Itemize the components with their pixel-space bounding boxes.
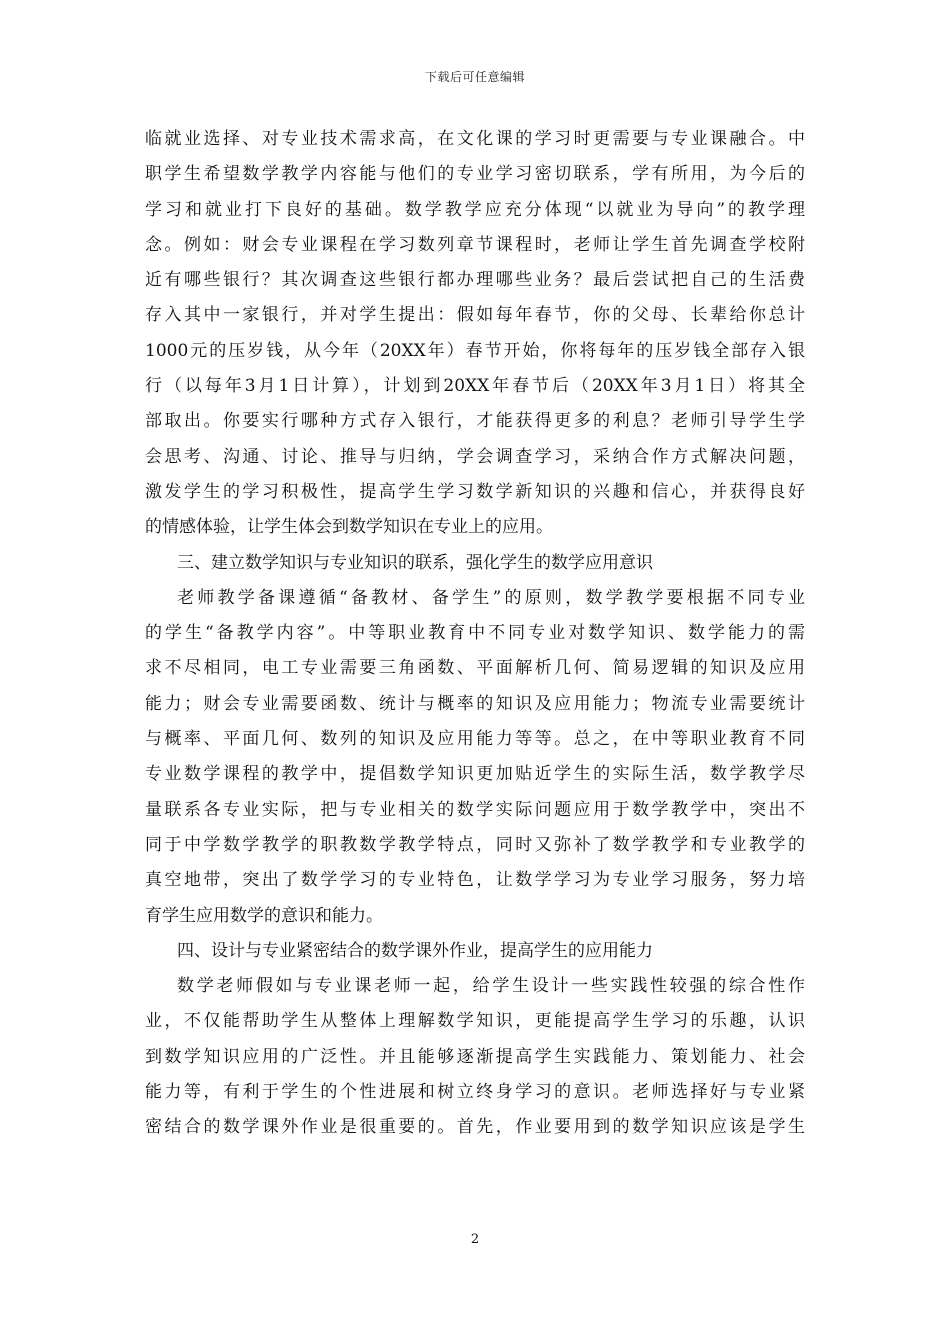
paragraph-line: 同于中学数学教学的职教数学教学特点，同时又弥补了数学教学和专业教学的 (145, 834, 805, 855)
paragraph-line: 行（以每年3月1日计算），计划到20XX年春节后（20XX年3月1日）将其全 (145, 376, 805, 397)
paragraph-line: 1000元的压岁钱，从今年（20XX年）春节开始，你将每年的压岁钱全部存入银 (145, 340, 805, 361)
paragraph-line: 职学生希望数学教学内容能与他们的专业学习密切联系，学有所用，为今后的 (145, 164, 805, 185)
paragraph-line: 念。例如：财会专业课程在学习数列章节课程时，老师让学生首先调查学校附 (145, 234, 805, 255)
document-body (145, 122, 805, 1146)
paragraph-line: 育学生应用数学的意识和能力。 (145, 905, 383, 926)
paragraph-line: 的情感体验，让学生体会到数学知识在专业上的应用。 (145, 517, 553, 538)
paragraph-line: 与概率、平面几何、数列的知识及应用能力等等。总之，在中等职业教育不同 (145, 729, 805, 750)
paragraph-line: 能力；财会专业需要函数、统计与概率的知识及应用能力；物流专业需要统计 (145, 693, 805, 714)
paragraph-line: 到数学知识应用的广泛性。并且能够逐渐提高学生实践能力、策划能力、社会 (145, 1046, 805, 1067)
page-number: 2 (470, 1232, 480, 1247)
paragraph-line: 激发学生的学习积极性，提高学生学习数学新知识的兴趣和信心，并获得良好 (145, 481, 805, 502)
paragraph-line: 存入其中一家银行，并对学生提出：假如每年春节，你的父母、长辈给你总计 (145, 305, 805, 326)
paragraph-line: 密结合的数学课外作业是很重要的。首先，作业要用到的数学知识应该是学生 (145, 1117, 805, 1138)
paragraph-line: 的学生“备教学内容”。中等职业教育中不同专业对数学知识、数学能力的需 (145, 623, 805, 644)
paragraph-line: 近有哪些银行？其次调查这些银行都办理哪些业务？最后尝试把自己的生活费 (145, 270, 805, 291)
paragraph-line: 老师教学备课遵循“备教材、备学生”的原则，数学教学要根据不同专业 (177, 587, 805, 608)
section-heading: 四、设计与专业紧密结合的数学课外作业，提高学生的应用能力 (177, 940, 653, 961)
paragraph-line: 能力等，有利于学生的个性进展和树立终身学习的意识。老师选择好与专业紧 (145, 1082, 805, 1103)
paragraph-line: 专业数学课程的教学中，提倡数学知识更加贴近学生的实际生活，数学教学尽 (145, 764, 805, 785)
paragraph-line: 真空地带，突出了数学学习的专业特色，让数学学习为专业学习服务，努力培 (145, 870, 805, 891)
paragraph-line: 数学老师假如与专业课老师一起，给学生设计一些实践性较强的综合性作 (177, 976, 805, 997)
paragraph-line: 部取出。你要实行哪种方式存入银行，才能获得更多的利息？老师引导学生学 (145, 411, 805, 432)
paragraph-line: 会思考、沟通、讨论、推导与归纳，学会调查学习，采纳合作方式解决问题， (145, 446, 805, 467)
paragraph-line: 量联系各专业实际，把与专业相关的数学实际问题应用于数学教学中，突出不 (145, 799, 805, 820)
page-header: 下载后可任意编辑 (424, 70, 525, 84)
paragraph-line: 临就业选择、对专业技术需求高，在文化课的学习时更需要与专业课融合。中 (145, 129, 805, 149)
section-heading: 三、建立数学知识与专业知识的联系，强化学生的数学应用意识 (177, 552, 653, 573)
paragraph-line: 学习和就业打下良好的基础。数学教学应充分体现“以就业为导向”的教学理 (145, 199, 805, 220)
paragraph-line: 求不尽相同，电工专业需要三角函数、平面解析几何、简易逻辑的知识及应用 (145, 658, 805, 679)
paragraph-line: 业，不仅能帮助学生从整体上理解数学知识，更能提高学生学习的乐趣，认识 (145, 1011, 805, 1032)
